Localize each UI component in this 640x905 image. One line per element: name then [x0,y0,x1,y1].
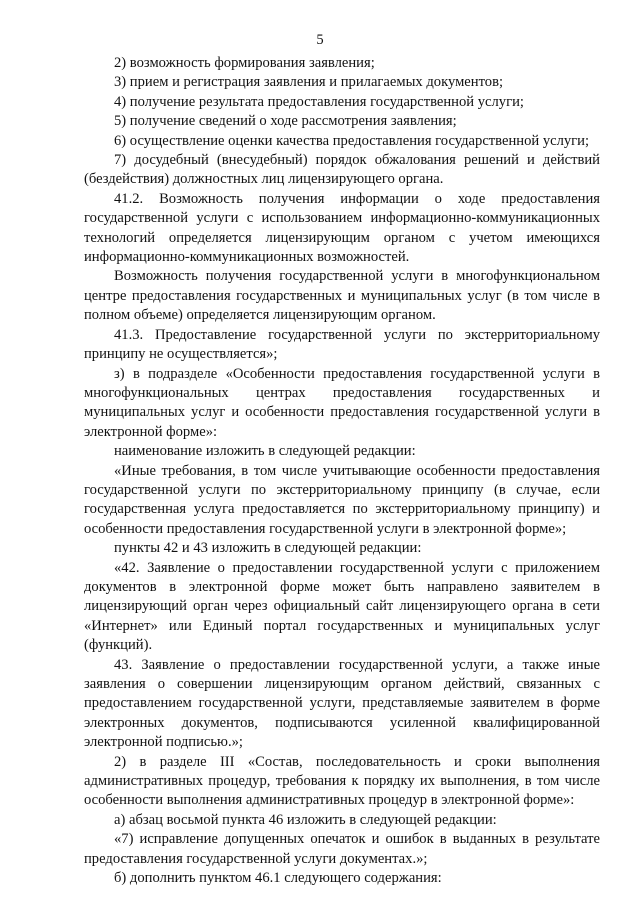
paragraph: 2) возможность формирования заявления; [114,55,375,71]
document-body [84,54,600,888]
paragraph: Возможность получения государственной услуги в многофункциональном центре предоставления государственных и муниципальных услуг (в том числе в полном объеме) определяется лицензирующим органом. [84,268,600,324]
paragraph: 5) получение сведений о ходе рассмотрения заявления; [114,113,457,130]
paragraph: «42. Заявление о предоставлении государственной услуги с приложением документов в электронной форме может быть направлено заявителем в лицензирующий орган через официальный сайт лицензирующего органа в сети «Интернет» или Единый портал государственных и муниципальных услуг (функций). [84,559,600,654]
paragraph: «7) исправление допущенных опечаток и ошибок в выданных в результате предоставления государственной услуги документах.»; [84,831,600,867]
paragraph: а) абзац восьмой пункта 46 изложить в следующей редакции: [114,811,497,828]
paragraph: з) в подразделе «Особенности предоставления государственной услуги в многофункциональных центрах предоставления государственных и муниципальных услуг и особенности предоставления государственной услуги в электронной форме»: [84,365,600,440]
paragraph: 41.3. Предоставление государственной услуги по экстерриториальному принципу не осуществляется»; [84,326,600,363]
paragraph: 43. Заявление о предоставлении государственной услуги, а также иные заявления о совершении лицензирующим органом действий, связанных с предоставлением государственной услуги, представляемые заявителем в форме электронных документов, подписываются усиленной квалифицированной электронной подписью.»; [84,656,600,751]
paragraph: 2) в разделе III «Состав, последовательность и сроки выполнения административных процедур, требования к порядку их выполнения, в том числе особенности выполнения административных процедур в электронной форме»: [84,753,600,809]
paragraph: 4) получение результата предоставления государственной услуги; [114,93,524,110]
paragraph: 6) осуществление оценки качества предоставления государственной услуги; [114,132,590,149]
paragraph: 41.2. Возможность получения информации о ходе предоставления государственной услуги с использованием информационно-коммуникационных технологий определяется лицензирующим органом с учетом имеющихся информационно-коммуникационных возможностей. [84,190,600,266]
paragraph: пункты 42 и 43 изложить в следующей редакции: [114,540,422,557]
paragraph: б) дополнить пунктом 46.1 следующего содержания: [114,870,442,887]
paragraph: 3) прием и регистрация заявления и прилагаемых документов; [114,74,504,91]
paragraph: наименование изложить в следующей редакции: [114,443,416,460]
paragraph: «Иные требования, в том числе учитывающие особенности предоставления государственной услуги по экстерриториальному принципу (в случае, если государственная услуга предоставляется по экстерриториальному принципу) и особенности предоставления государственной услуги в электронной форме»; [84,462,600,537]
page-number: 5 [316,32,324,48]
paragraph: 7) досудебный (внесудебный) порядок обжалования решений и действий (бездействия) должностных лиц лицензирующего органа. [84,152,600,188]
